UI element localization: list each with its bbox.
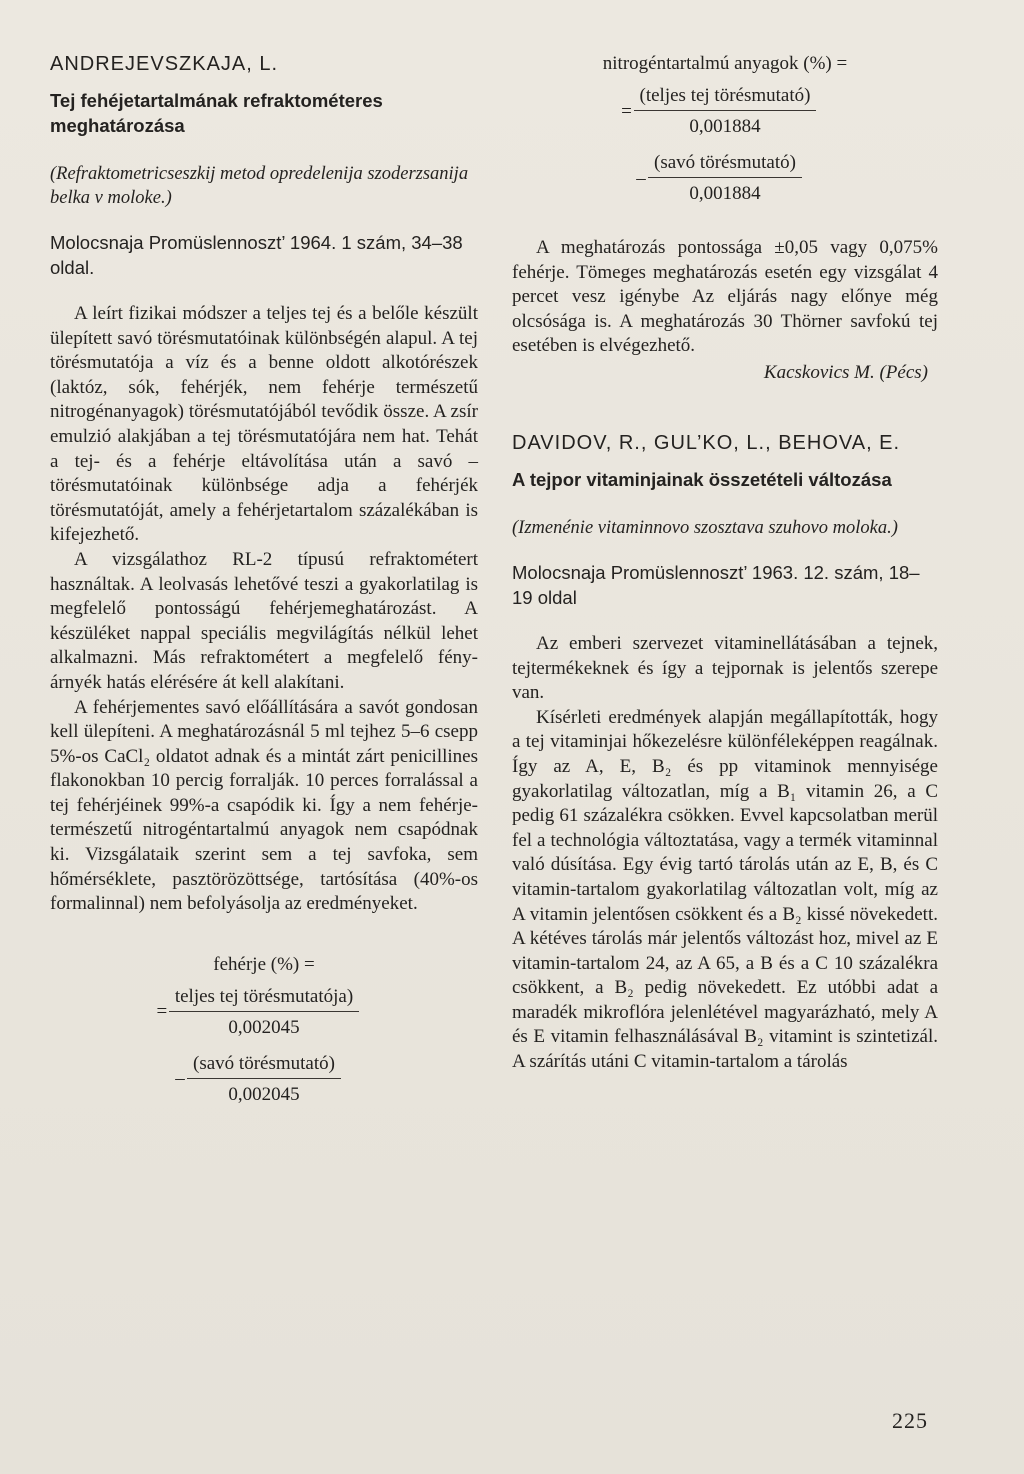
formula-numerator: (savó törésmutató) xyxy=(187,1052,341,1079)
formula-denominator: 0,002045 xyxy=(228,1016,300,1038)
article-paragraph: Kísérleti eredmények alapján megállapították, hogy a tej vitaminjai hőkezelésre különféleképpen reagálnak. Így az A, E, B₂ és pp vitaminok mennyisége gyakorlatilag változatlan, míg a B₁ vitamin 26, a C pedig 61 százalékra csökken. Evvel kapcsolatban merül fel a technológia változtatása, vagy a termék vitaminnal való dúsítása. Egy évig tartó tárolás után az E, B, és C vitamin-tartalom gyakorlatilag változatlan volt, míg az A vitamin jelentősen csökkent és a B₂ kissé növekedett. A kétéves tárolás már jelentős változást hoz, mivel az E vitamin-tartalom 24, az A 65, a B és a C 10 százalékra csökkent, a B₂ pedig növekedett. Ez utóbbi adat a maradék mikroflóra jelenlétével magyarázható, mely A és E vitamin felhasználásával B₂ vitamint is szintetizál. A szárítás utáni C vitamin-tartalom a tárolás xyxy=(512,706,938,1073)
formula-numerator: teljes tej törésmutatója) xyxy=(169,985,359,1012)
article-original-title: (Izmenénie vitaminnovo szosztava szuhovo moloka.) xyxy=(512,517,898,538)
formula-denominator: 0,001884 xyxy=(689,116,761,137)
formula-denominator: 0,001884 xyxy=(689,183,761,204)
article-paragraph: A meghatározás pontossága ±0,05 vagy 0,075% fehérje. Tömeges meghatározás esetén egy vizsgálat 4 percet vesz igénybe Az eljárás nagy előnye még olcsósága is. A meghatározás 30 Thörner savfokú tej esetében is elvégezhető. xyxy=(512,237,938,357)
article-paragraph: A vizsgálathoz RL-2 típusú refraktométert használtak. A leolvasás lehetővé teszi a gyakorlatilag is megfelelő pontosságú fehérjemeghatározást. A készüléket nappal speciális megvilágítás nélkül lehet alkalmazni. Más refraktométert a megfelelő fény-árnyék hatás elérésére át kell alakítani. xyxy=(50,548,478,693)
formula-numerator: (teljes tej törésmutató) xyxy=(634,84,817,111)
article-author: ANDREJEVSZKAJA, L. xyxy=(50,53,279,75)
formula-operator: – xyxy=(636,167,646,189)
formula-operator: = xyxy=(156,1001,168,1023)
formula-numerator: (savó törésmutató) xyxy=(648,151,802,178)
article-paragraph: A fehérjementes savó előállítására a savót gondosan kell ülepíteni. A meghatározásnál 5 ml tejhez 5–6 csepp 5%-os CaCl₂ oldatot adnak és a mintát zárt penicillines flakonokban 10 percig forralják. 10 perces forralással a tej fehérjéinek 99%-a csapódik ki. Így a nem fehérje-természetű nitrogéntartalmú anyagok nem csapódnak ki. Vizsgálataik szerint sem a tej savfoka, sem hőmérséklete, pasztörözöttsége, tartósítása (40%-os formalinnal) nem befolyásolja az eredményeket. xyxy=(50,696,478,915)
formula-operator: = xyxy=(621,100,632,122)
article-source: Molocsnaja Promüslennoszt’ 1964. 1 szám, 34–38 oldal. xyxy=(50,232,463,278)
formula-denominator: 0,002045 xyxy=(228,1083,300,1105)
reviewer-signature: Kacskovics M. (Pécs) xyxy=(763,361,928,383)
protein-formula xyxy=(50,953,478,1107)
article-title: Tej fehéjetartalmának refraktométeres meghatározása xyxy=(50,90,383,136)
right-column xyxy=(512,52,938,1075)
article-paragraph: A leírt fizikai módszer a teljes tej és a belőle készült ülepített savó törésmutatóinak különbségén alapul. A tej törésmutatója a víz és a benne oldott alkotórészek (laktóz, sók, fehérjék, nem fehérje természetű nitrogénanyagok) törésmutatójából tevődik össze. A zsír emulzió alakjában a tej törésmutatójára nem hat. Tehát a tej- és a fehérje eltávolítása után a savó – törésmutatóinak különbsége adja a fehérjék törésmutatóját, amely a fehérjetartalom százalékában is kifejezhető. xyxy=(50,303,478,546)
article-author: DAVIDOV, R., GUL’KO, L., BEHOVA, E. xyxy=(512,431,901,454)
formula-lead: fehérje (%) = xyxy=(213,953,315,975)
page-number: 225 xyxy=(892,1408,928,1433)
article-source: Molocsnaja Promüslennoszt’ 1963. 12. szám, 18–19 oldal xyxy=(512,561,920,608)
article-paragraph: Az emberi szervezet vitaminellátásában a tejnek, tejtermékeknek és így a tejpornak is jelentős szerepe van. xyxy=(512,632,938,704)
formula-operator: – xyxy=(175,1068,185,1090)
article-title: A tejpor vitaminjainak összetételi változása xyxy=(512,468,892,490)
article-original-title: (Refraktometricseszkij metod opredelenija szoderzsanija belka v moloke.) xyxy=(50,164,469,208)
formula-fraction xyxy=(512,84,938,139)
left-column xyxy=(50,52,478,1119)
formula-fraction xyxy=(50,1052,478,1107)
nitrogen-formula xyxy=(512,52,938,206)
formula-lead: nitrogéntartalmú anyagok (%) = xyxy=(602,53,848,74)
formula-fraction xyxy=(50,985,478,1040)
formula-fraction xyxy=(512,151,938,206)
